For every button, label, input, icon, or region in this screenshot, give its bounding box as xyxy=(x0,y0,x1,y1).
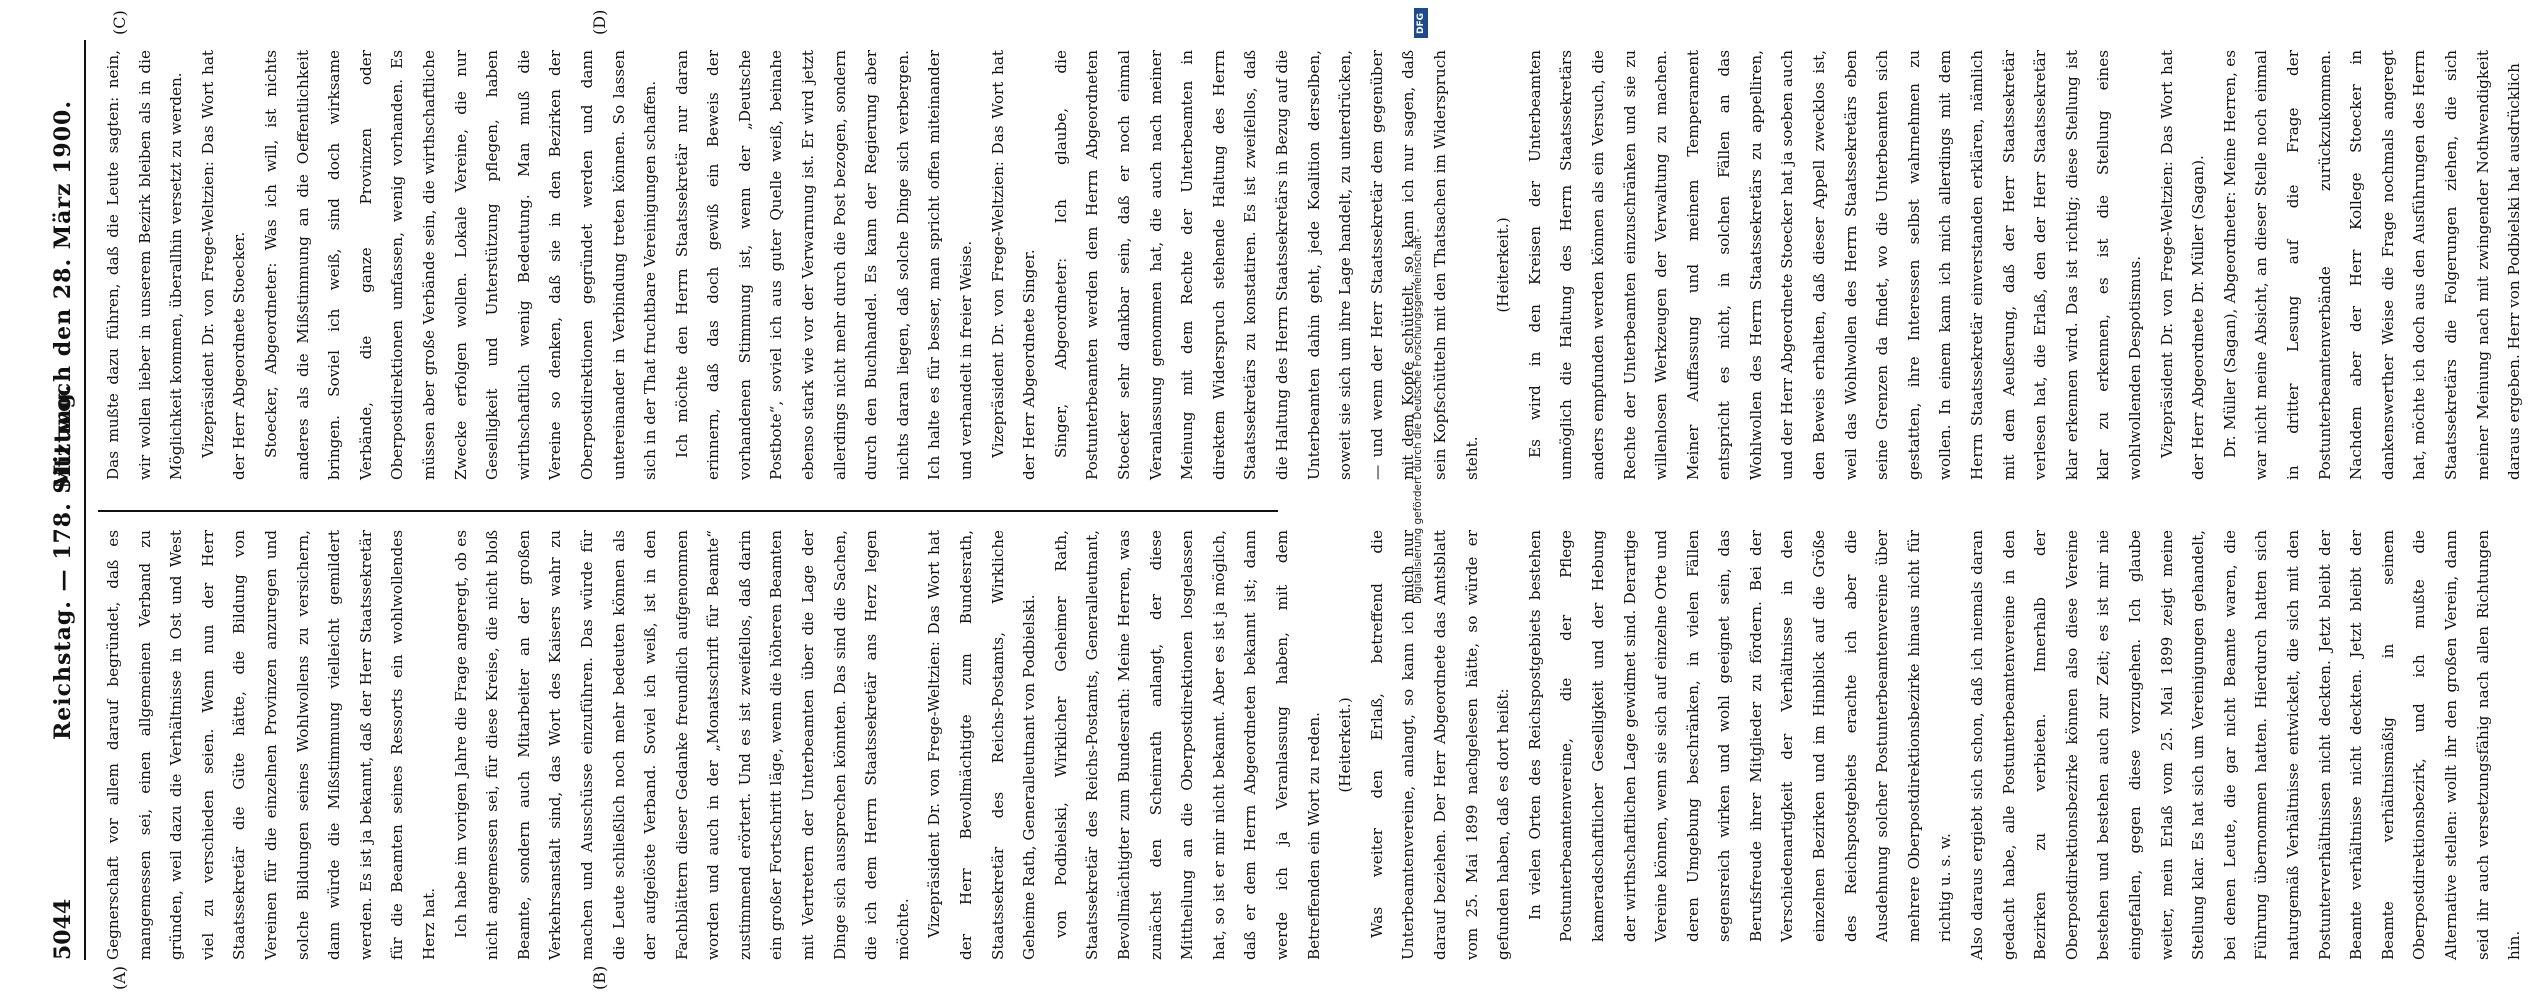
dfg-logo: DFG xyxy=(1414,8,1428,38)
paragraph: Ich habe im vorigen Jahre die Frage angeregt, ob es nicht angemessen sei, für diese Kreise, die nicht bloß Beamte, sondern auch Mitarbeiter an der großen Verkehrsanstalt sind, das Wort des Kaisers wahr zu machen und Ausschüsse einzuführen. Das würde für die Leute schließlich noch mehr bedeuten können als der aufgelöste Verband. Soviel ich weiß, ist in den Fachblättern dieser Gedanke freundlich aufgenommen worden und auch in der „Monatsschrift für Beamte“ zustimmend erörtert. Und es ist zweifellos, daß darin ein großer Fortschritt läge, wenn die höheren Beamten mit Vertretern der Unterbeamten über die Lage der Dinge sich aussprechen könnten. Das sind die Sachen, die ich dem Herrn Staatssekretär ans Herz legen möchte. xyxy=(451,530,912,960)
paragraph: Vizepräsident Dr. von Frege-Weltzien: Das Wort hat der Herr Abgeordnete Dr. Müller (Sagan). xyxy=(2157,50,2208,480)
interjection: (Heiterkeit.) xyxy=(1494,217,1513,313)
paragraph: Ich möchte den Herrn Staatssekretär nur daran erinnern, daß das doch gewiß ein Beweis der vorhandenen Stimmung ist, wenn der „Deutsche Postbote“, soviel ich aus guter Quelle weiß, beinahe ebenso stark wie vor der Verwarnung ist. Er wird jetzt allerdings nicht mehr durch die Post bezogen, sondern durch den Buchhandel. Es kann der Regierung aber nichts daran liegen, daß solche Dinge sich verbergen. Ich halte es für besser, man spricht offen miteinander und verhandelt in freier Weise. xyxy=(672,50,976,480)
paragraph: Singer, Abgeordneter: Ich glaube, die Postunterbeamten werden dem Herrn Abgeordneten Stoecker sehr dankbar sein, daß er noch einmal Veranlassung genommen hat, die auch nach meiner Meinung mit dem Rechte der Unterbeamten in direktem Widerspruch stehende Haltung des Herrn Staatssekretärs zu konstatiren. Es ist zweifellos, daß die Haltung des Herrn Staatssekretärs in Bezug auf die Unterbeamten dahin geht, jede Koalition derselben, soweit sie sich um ihre Lage handelt, zu unterdrücken, — und wenn der Herr Staatssekretär dem gegenüber mit dem Kopfe schüttelt, so kann ich nur sagen, daß sein Kopfschütteln mit den Thatsachen im Widerspruch steht. xyxy=(1051,50,1481,480)
page-header xyxy=(38,40,86,960)
interjection: (Heiterkeit.) xyxy=(1336,697,1355,793)
margin-letter-b: (B) xyxy=(590,965,609,990)
paragraph: Das mußte dazu führen, daß die Leute sagten: nein, wir wollen lieber in unserem Bezirk bleiben als in die Möglichkeit kommen, überallhin versetzt zu werden. xyxy=(104,50,186,480)
digitization-notice xyxy=(1412,8,1430,998)
session-date: Mittwoch den 28. März 1900. xyxy=(50,100,76,489)
paragraph: Vizepräsident Dr. von Frege-Weltzien: Das Wort hat der Herr Abgeordnete Stoecker. xyxy=(198,50,249,480)
right-column xyxy=(98,50,2531,480)
page-number: 5044 xyxy=(50,898,76,960)
paragraph: Dr. Müller (Sagan), Abgeordneter: Meine Herren, es war nicht meine Absicht, an dieser Stelle noch einmal in dritter Lesung auf die Frage der Postunterbeamtenverbände zurückzukommen. Nachdem aber der Herr Kollege Stoecker in dankenswerther Weise die Frage nochmals angeregt hat, möchte ich doch aus den Ausführungen des Herrn Staatssekretärs die Folgerungen ziehen, die sich meiner Meinung nach mit zwingender Nothwendigkeit daraus ergeben. Herr von Podbielski hat ausdrücklich xyxy=(2220,50,2524,480)
paragraph: Vizepräsident Dr. von Frege-Weltzien: Das Wort hat der Herr Abgeordnete Singer. xyxy=(988,50,1039,480)
paragraph: Also daraus ergiebt sich schon, daß ich niemals daran gedacht habe, alle Postunterbeamtenvereine in den Bezirken zu verbieten. Innerhalb der Oberpostdirektionsbezirke können also diese Vereine bestehen und bestehen auch zur Zeit; es ist mir nie eingefallen, gegen diese vorzugehen. Ich glaube weiter, mein Erlaß vom 25. Mai 1899 zeigt meine Stellung klar. Es hat sich um Vereinigungen gehandelt, bei denen Leute, die gar nicht Beamte waren, die Führung übernommen hatten. Hierdurch hatten sich naturgemäß Verhältnisse entwickelt, die sich mit den Postunterverhältnissen nicht deckten. Jetzt bleibt der Beamte verhältnisse nicht deckten. Jetzt bleibt der Beamte verhältnismäßig in seinem Oberpostdirektionsbezirk, und ich mußte die Alternative stellen: wollt ihr den großen Verein, dann seid ihr auch versetzungsfähig nach allen Richtungen hin. xyxy=(1968,530,2524,960)
quotation: In vielen Orten des Reichspostgebiets bestehen Postunterbeamtenvereine, die der Pflege kameradschaftlicher Geselligkeit und der Hebung der wirthschaftlichen Lage gewidmet sind. Derartige Vereine können, wenn sie sich auf einzelne Orte und deren Umgebung beschränken, in vielen Fällen segensreich wirken und wohl geeignet sein, das Berufsfreude ihrer Mitglieder zu fördern. Bei der Verschiedenartigkeit der Verhältnisse in den einzelnen Bezirken und im Hinblick auf die Größe des Reichspostgebiets erachte ich aber die Ausdehnung solcher Postunterbeamtenvereine über mehrere Oberpostdirektionsbezirke hinaus nicht für richtig u. s. w. xyxy=(1525,530,1955,942)
margin-letter-c: (C) xyxy=(110,10,129,35)
paragraph: Vizepräsident Dr. von Frege-Weltzien: Das Wort hat der Herr Bevollmächtigte zum Bundesrath, Staatssekretär des Reichs-Postamts, Wirkliche Geheime Rath, Generalleutnant von Podbielski. xyxy=(925,530,1039,960)
margin-letter-a: (A) xyxy=(110,965,129,990)
paragraph: von Podbielski, Wirklicher Geheimer Rath, Staatssekretär des Reichs-Postamts, Generalleutnant, Bevollmächtigter zum Bundesrath: Meine Herren, was zunächst den Scheinrath anlangt, der diese Mittheilung an die Oberpostdirektionen losgelassen hat, so ist er mir nicht bekannt. Aber es ist ja möglich, daß er dem Herrn Abgeordneten bekannt ist; dann werde ich ja Veranlassung haben, mit dem Betreffenden ein Wort zu reden. xyxy=(1051,530,1323,960)
paragraph: Stoecker, Abgeordneter: Was ich will, ist nichts anderes als die Mißstimmung an die Oeffentlichkeit bringen. Soviel ich weiß, sind doch wirksame Verbände, die ganze Provinzen oder Oberpostdirektionen umfassen, wenig vorhanden. Es müssen aber große Verbände sein, die wirthschaftliche Zwecke erfolgen wollen. Lokale Vereine, die nur Geselligkeit und Unterstützung pflegen, haben wirthschaftlich wenig Bedeutung. Man muß die Vereine so denken, daß sie in den Bezirken der Oberpostdirektionen gegründet werden und dann untereinander in Verbindung treten können. So lassen sich in der That fruchtbare Vereinigungen schaffen. xyxy=(261,50,660,480)
paragraph: Gegnerschaft vor allem darauf begründet, daß es mangemessen sei, einen allgemeinen Verband zu gründen, weil dazu die Verhältnisse in Ost und West viel zu verschieden seien. Wenn nun der Herr Staatssekretär die Güte hätte, die Bildung von Vereinen für die einzelnen Provinzen anzuregen und solche Bildungen seines Wohlwollens zu versichern, dann würde die Mißstimmung vielleicht gemildert werden. Es ist ja bekannt, daß der Herr Staatssekretär für die Beamten seines Ressorts ein wohlwollendes Herz hat. xyxy=(104,530,438,960)
session-title: Reichstag. — 178. Sitzung. xyxy=(50,383,76,740)
paragraph: Es wird in den Kreisen der Unterbeamten unmöglich die Haltung des Herrn Staatssekretärs anders empfunden werden können als ein Versuch, die Rechte der Unterbeamten einzuschränken und sie zu willenlosen Werkzeugen der Verwaltung zu machen. Meiner Auffassung und meinem Temperament entspricht es nicht, in solchen Fällen an das Wohlwollen des Herrn Staatssekretärs zu appelliren, und der Herr Abgeordnete Stoecker hat ja soeben auch den Beweis erhalten, daß dieser Appell zwecklos ist, weil das Wohlwollen des Herrn Staatssekretärs eben seine Grenzen da findet, wo die Unterbeamten sich gestatten, ihre Interessen selbst wahrnehmen zu wollen. In einem kann ich mich allerdings mit dem Herrn Staatssekretär einverstanden erklären, nämlich mit dem Aeußerung, daß der Herr Staatssekretär verlesen hat, die Erlaß, den der Herr Staatssekretär klar erkennen wird. Das ist richtig; diese Stellung ist klar zu erkennen, es ist die Stellung eines wohlwollenden Despotismus. xyxy=(1525,50,2144,480)
column-divider xyxy=(98,511,1278,513)
margin-letter-d: (D) xyxy=(590,9,609,35)
left-column xyxy=(98,530,2531,960)
dfg-notice-text: Digitalisierung gefördert durch die Deutsche Forschungsgemeinschaft - xyxy=(1412,228,1424,604)
paragraph: Was weiter den Erlaß, betreffend die Unterbeamtenvereine, anlangt, so kann ich mich nur darauf beziehen. Der Herr Abgeordnete das Amtsblatt vom 25. Mai 1899 nachgelesen hätte, so würde er gefunden haben, daß es dort heißt: xyxy=(1367,530,1513,960)
